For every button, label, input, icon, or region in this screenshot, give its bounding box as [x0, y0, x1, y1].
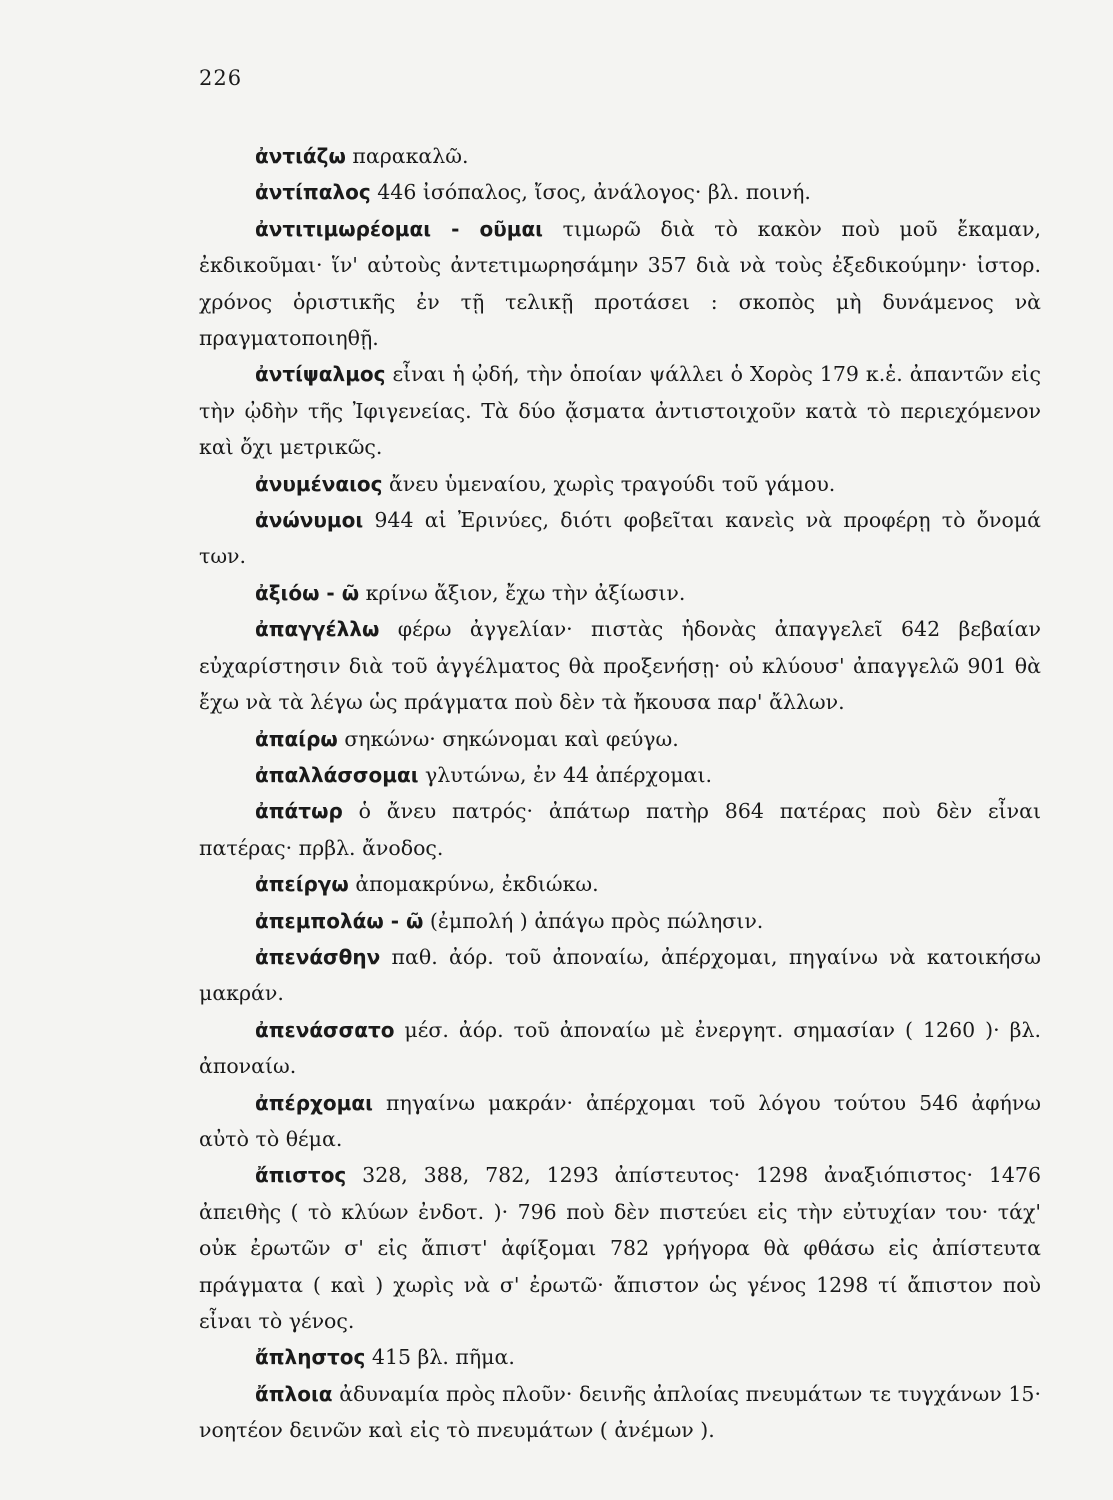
headword: ἀξιόω - ῶ — [255, 580, 360, 605]
definition: σηκώνω· σηκώνομαι καὶ φεύγω. — [337, 726, 679, 751]
definition: φέρω ἀγγελίαν· πιστὰς ἡδονὰς ἀπαγγελεῖ 642 βεβαίαν εὐχαρίστησιν διὰ τοῦ ἀγγέλματος θὰ προξενήσῃ· οὐ κλύουσ' ἀπαγγελῶ 901 θὰ ἔχω νὰ τὰ λέγω ὡς πράγματα ποὺ δὲν τὰ ἤκουσα παρ' ἄλλων. — [199, 617, 1041, 715]
headword: ἀπαλλάσσομαι — [255, 762, 419, 787]
entry-apallassomai — [199, 757, 1041, 793]
entry-apator — [199, 793, 1041, 866]
headword: ἀπενάσσατο — [255, 1017, 395, 1042]
headword: ἄπληστος — [255, 1345, 366, 1370]
entry-apairo — [199, 721, 1041, 757]
definition: ὁ ἄνευ πατρός· ἀπάτωρ πατὴρ 864 πατέρας ποὺ δὲν εἶναι πατέρας· πρβλ. ἄνοδος. — [199, 799, 1041, 860]
headword: ἀντιάζω — [255, 144, 346, 168]
entry-apenassato — [199, 1012, 1041, 1085]
definition: ἀπομακρύνω, ἐκδιώκω. — [348, 872, 599, 897]
headword: ἀπάτωρ — [255, 799, 343, 824]
entry-axioo — [199, 575, 1041, 611]
headword: ἀντιτιμωρέομαι - οῦμαι — [255, 216, 543, 241]
entry-apempolao — [199, 903, 1041, 939]
headword: ἀνώνυμοι — [255, 508, 364, 533]
headword: ἀντίψαλμος — [255, 362, 386, 387]
headword: ἀπενάσθην — [255, 944, 381, 969]
definition: 446 ἰσόπαλος, ἴσος, ἀνάλογος· βλ. ποινή. — [370, 180, 811, 205]
definition: πηγαίνω μακράν· ἀπέρχομαι τοῦ λόγου τούτου 546 ἀφήνω αὐτὸ τὸ θέμα. — [199, 1090, 1041, 1151]
headword: ἄπλοια — [255, 1381, 333, 1406]
headword: ἄπιστος — [255, 1163, 347, 1188]
entry-aploia — [199, 1376, 1041, 1449]
entry-apangello — [199, 611, 1041, 720]
headword: ἀπείργω — [255, 872, 349, 897]
entry-anonymoi — [199, 502, 1041, 575]
definition: εἶναι ἡ ᾠδή, τὴν ὁποίαν ψάλλει ὁ Χορὸς 179 κ.ἑ. ἀπαντῶν εἰς τὴν ᾠδὴν τῆς Ἰφιγενείας. Τὰ δύο ᾄσματα ἀντιστοιχοῦν κατὰ τὸ περιεχόμενον καὶ ὄχι μετρικῶς. — [199, 362, 1041, 460]
definition: παθ. ἀόρ. τοῦ ἀποναίω, ἀπέρχομαι, πηγαίνω νὰ κατοικήσω μακράν. — [199, 944, 1041, 1006]
headword: ἀπαίρω — [255, 726, 338, 751]
definition: ἄνευ ὑμεναίου, χωρὶς τραγούδι τοῦ γάμου. — [382, 471, 836, 496]
definition: τιμωρῶ διὰ τὸ κακὸν ποὺ μοῦ ἔκαμαν, ἐκδικοῦμαι· ἵν' αὐτοὺς ἀντετιμωρησάμην 357 διὰ νὰ τοὺς ἐξεδικούμην· ἱστορ. χρόνος ὁριστικῆς ἐν τῇ τελικῇ προτάσει : σκοπὸς μὴ δυνάμενος νὰ πραγματοποιηθῇ. — [199, 216, 1041, 351]
entry-anymenaios — [199, 466, 1041, 502]
headword: ἀνυμέναιος — [255, 471, 383, 496]
entry-apenasthen — [199, 939, 1041, 1012]
entry-aplestos — [199, 1339, 1041, 1375]
definition: κρίνω ἄξιον, ἔχω τὴν ἀξίωσιν. — [359, 580, 686, 605]
definition: γλυτώνω, ἐν 44 ἀπέρχομαι. — [418, 762, 713, 787]
headword: ἀπεμπολάω - ῶ — [255, 908, 424, 933]
definition: παρακαλῶ. — [345, 144, 469, 168]
definition: 944 αἱ Ἐρινύες, διότι φοβεῖται κανεὶς νὰ προφέρῃ τὸ ὄνομά των. — [199, 508, 1041, 569]
entry-apistos — [199, 1157, 1041, 1339]
entry-antipsalmos — [199, 356, 1041, 465]
headword: ἀπαγγέλλω — [255, 617, 380, 642]
headword: ἀπέρχομαι — [255, 1090, 373, 1115]
entry-antipalos — [199, 174, 1041, 210]
definition: μέσ. ἀόρ. τοῦ ἀποναίω μὲ ἐνεργητ. σημασίαν ( 1260 )· βλ. ἀποναίω. — [199, 1017, 1041, 1079]
page-number: 226 — [199, 66, 243, 90]
entry-apeirgo — [199, 866, 1041, 902]
entry-antiazo — [199, 138, 1041, 174]
definition: (ἐμπολή ) ἀπάγω πρὸς πώλησιν. — [423, 908, 764, 933]
definition: 328, 388, 782, 1293 ἀπίστευτος· 1298 ἀναξιόπιστος· 1476 ἀπειθὴς ( τὸ κλύων ἐνδοτ. )· 796 ποὺ δὲν πιστεύει εἰς τὴν εὐτυχίαν του· τάχ' οὐκ ἐρωτῶν σ' εἰς ἄπιστ' ἀφίξομαι 782 γρήγορα θὰ φθάσω εἰς ἀπίστευτα πράγματα ( καὶ ) χωρὶς νὰ σ' ἐρωτῶ· ἄπιστον ὡς γένος 1298 τί ἄπιστον ποὺ εἶναι τὸ γένος. — [199, 1163, 1041, 1333]
headword: ἀντίπαλος — [255, 180, 371, 205]
definition: 415 βλ. πῆμα. — [365, 1345, 515, 1370]
entry-aperchomai — [199, 1085, 1041, 1158]
definition: ἀδυναμία πρὸς πλοῦν· δεινῆς ἀπλοίας πνευμάτων τε τυγχάνων 15· νοητέον δεινῶν καὶ εἰς τὸ πνευμάτων ( ἀνέμων ). — [199, 1381, 1041, 1443]
entry-list — [199, 138, 1041, 1449]
entry-antitimoreomai — [199, 211, 1041, 357]
